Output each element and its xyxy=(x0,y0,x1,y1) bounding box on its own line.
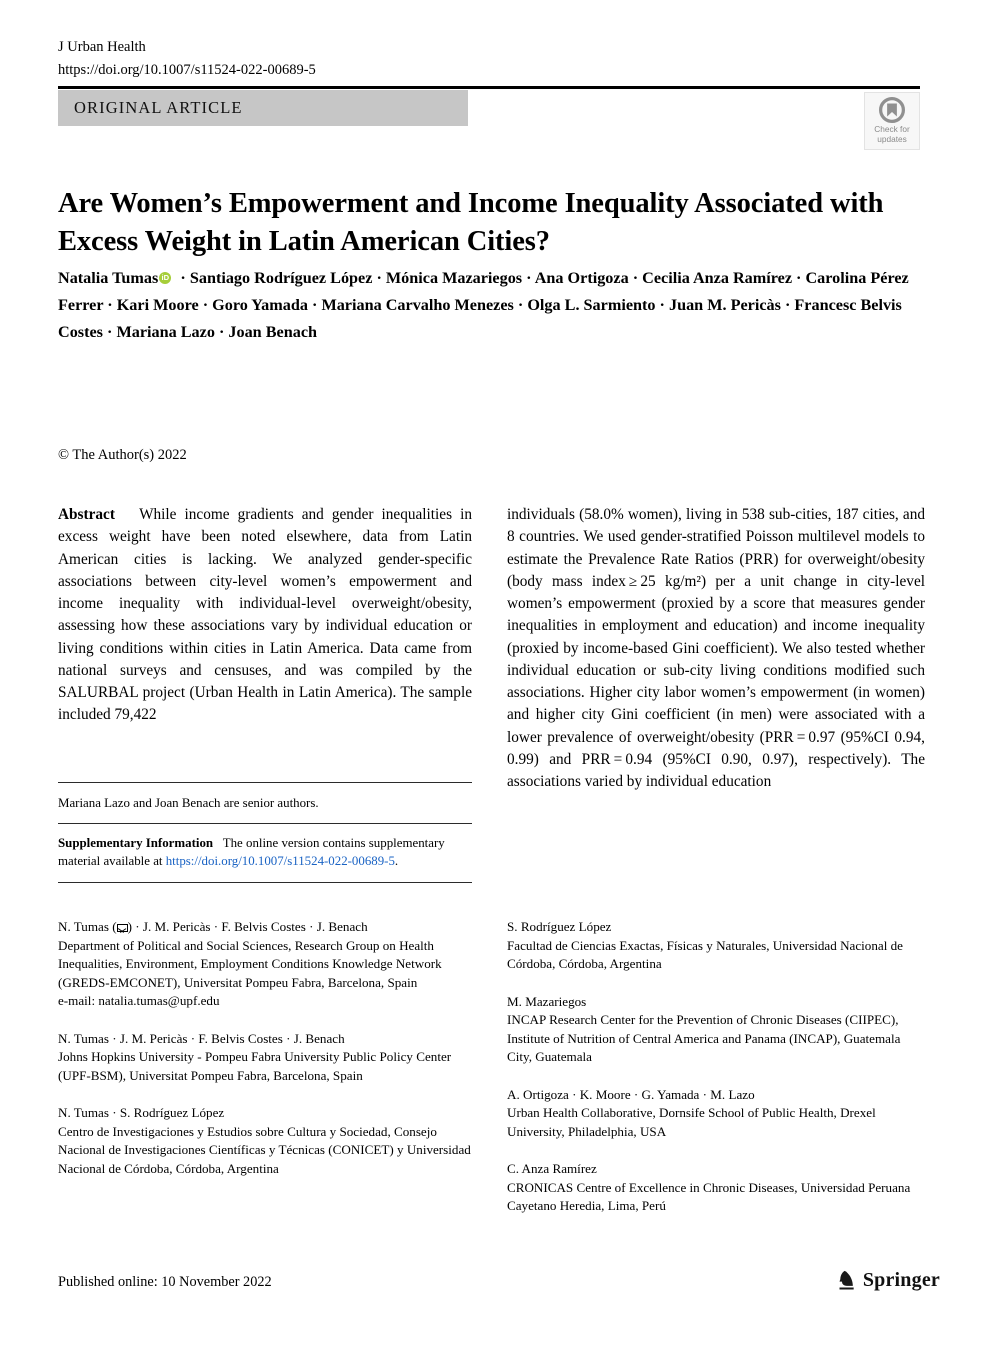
affiliation-body: Johns Hopkins University - Pompeu Fabra University Public Policy Center (UPF-BSM), Universitat Pompeu Fabra, Barcelona, Spain xyxy=(58,1049,452,1083)
affiliation-body: INCAP Research Center for the Prevention of Chronic Diseases (CIIPEC), Institute of Nutrition of Central America and Panama (INCAP), Guatemala City, Guatemala xyxy=(507,1012,901,1065)
affiliation-authors: A. Ortigoza · K. Moore · G. Yamada · M. Lazo xyxy=(507,1086,755,1102)
affiliation-authors: C. Anza Ramírez xyxy=(507,1161,597,1177)
affiliation-authors: S. Rodríguez López xyxy=(507,919,612,934)
journal-name: J Urban Health xyxy=(58,39,146,55)
springer-knight-icon xyxy=(837,1268,857,1292)
affiliation-block xyxy=(58,1030,472,1086)
affiliation-authors: N. Tumas · S. Rodríguez López xyxy=(58,1105,225,1121)
page-title: Are Women’s Empowerment and Income Inequality Associated with Excess Weight in Latin American Cities? xyxy=(58,188,884,257)
affiliation-block xyxy=(58,918,472,1011)
supplementary-doi-link[interactable]: https://doi.org/10.1007/s11524-022-00689-5 xyxy=(165,854,395,869)
abstract-column-left xyxy=(58,504,472,727)
affiliation-body: Centro de Investigaciones y Estudios sobre Cultura y Sociedad, Consejo Nacional de Investigaciones Científicas y Técnicas (CONICET) y Universidad Nacional de Córdoba, Córdoba, Argentina xyxy=(58,1123,471,1176)
article-type-label: ORIGINAL ARTICLE xyxy=(74,98,243,117)
supplementary-label: Supplementary Information xyxy=(58,835,214,850)
publisher-name: Springer xyxy=(862,1268,940,1291)
supplementary-text-end: . xyxy=(394,854,399,869)
affiliation-authors: N. Tumas ( xyxy=(58,919,117,934)
affiliation-body: Urban Health Collaborative, Dornsife School of Public Health, Drexel University, Philadelphia, USA xyxy=(507,1105,876,1139)
senior-authors-note: Mariana Lazo and Joan Benach are senior authors. xyxy=(58,796,319,810)
affiliations-right xyxy=(507,918,925,1216)
check-for-updates-text xyxy=(866,125,918,144)
check-for-updates-line2: updates xyxy=(877,133,907,144)
published-online-date: Published online: 10 November 2022 xyxy=(58,1274,272,1290)
abstract-paragraph-left xyxy=(58,504,472,727)
abstract-label: Abstract xyxy=(58,506,115,523)
author-list xyxy=(58,265,946,346)
affiliation-block xyxy=(507,1160,925,1216)
author-name-first: Natalia Tumas xyxy=(58,269,159,287)
supplementary-information-note xyxy=(58,824,472,882)
author-list-text xyxy=(58,269,909,341)
check-for-updates-icon xyxy=(879,97,905,123)
affiliations-left xyxy=(58,918,472,1178)
supplementary-text: The online version contains supplementary material available at xyxy=(58,835,445,869)
journal-header xyxy=(58,36,316,83)
envelope-icon xyxy=(117,924,128,932)
check-for-updates-badge[interactable] xyxy=(864,92,920,150)
copyright-line: © The Author(s) 2022 xyxy=(58,447,187,463)
affiliation-body: Department of Political and Social Sciences, Research Group on Health Inequalities, Environment, Employment Conditions Knowledge Network (GREDS-EMCONET), Universitat Pompeu Fabra, Barcelona, Spain xyxy=(58,937,442,990)
affiliation-block xyxy=(507,1086,925,1142)
abstract-column-right xyxy=(507,504,925,793)
affiliation-body: Facultad de Ciencias Exactas, Físicas y Naturales, Universidad Nacional de Córdoba, Córdoba, Argentina xyxy=(507,937,903,972)
author-names-rest: · Santiago Rodríguez López · Mónica Mazariegos · Ana Ortigoza · Cecilia Anza Ramírez · Carolina Pérez Ferrer · Kari Moore · Goro Yamada · Mariana Carvalho Menezes · Olga L. Sarmiento · Juan M. Pericàs · Francesc Belvis Costes · Mariana Lazo · Joan Benach xyxy=(58,269,909,341)
journal-doi[interactable]: https://doi.org/10.1007/s11524-022-00689-5 xyxy=(58,62,316,79)
affiliation-authors: N. Tumas · J. M. Pericàs · F. Belvis Costes · J. Benach xyxy=(58,1030,345,1046)
affiliation-body: CRONICAS Centre of Excellence in Chronic Diseases, Universidad Peruana Cayetano Heredia, Lima, Perú xyxy=(507,1179,911,1214)
affiliation-block xyxy=(507,993,925,1067)
affiliation-email[interactable]: e-mail: natalia.tumas@upf.edu xyxy=(58,993,220,1009)
abstract-text-left: While income gradients and gender inequalities in excess weight have been noted elsewhere, data from Latin American cities is lacking. We analyzed gender-specific associations between city-level women’s empowerment and income inequality with individual-level overweight/obesity, assessing how these associations vary by individual education or living conditions within cities in Latin America. Data came from national surveys and censuses, and was compiled by the SALURBAL project (Urban Health in Latin America). The sample included 79,422 xyxy=(58,506,472,724)
affiliation-block xyxy=(507,918,925,974)
abstract-paragraph-right: individuals (58.0% women), living in 538 sub-cities, 187 cities, and 8 countries. We used gender-stratified Poisson multilevel models to estimate the Prevalence Rate Ratios (PRR) for overweight/obesity (body mass index ≥ 25 kg/m²) per a unit change in city-level women’s empowerment (proxied by a score that measures gender inequalities in employment and education) and income inequality (proxied by income-based Gini coefficient). We also tested whether individual education or sub-city living conditions modified such associations. Higher city labor women’s empowerment (in women) and higher city Gini coefficient (in men) were associated with a lower prevalence of overweight/obesity (PRR = 0.97 (95%CI 0.94, 0.99) and PRR = 0.94 (95%CI 0.90, 0.97), respectively). The associations varied by individual education xyxy=(507,506,925,790)
footnote-zone xyxy=(58,782,472,883)
check-for-updates-line1: Check for xyxy=(874,124,910,134)
orcid-icon[interactable] xyxy=(159,272,171,284)
footnote-divider-bottom xyxy=(58,882,472,883)
publisher-logo xyxy=(837,1268,940,1292)
header-rule xyxy=(58,86,920,89)
affiliation-block xyxy=(58,1104,472,1178)
affiliation-authors: M. Mazariegos xyxy=(507,993,587,1009)
affiliation-authors-suffix: ) · J. M. Pericàs · F. Belvis Costes · J. Benach xyxy=(127,919,368,934)
